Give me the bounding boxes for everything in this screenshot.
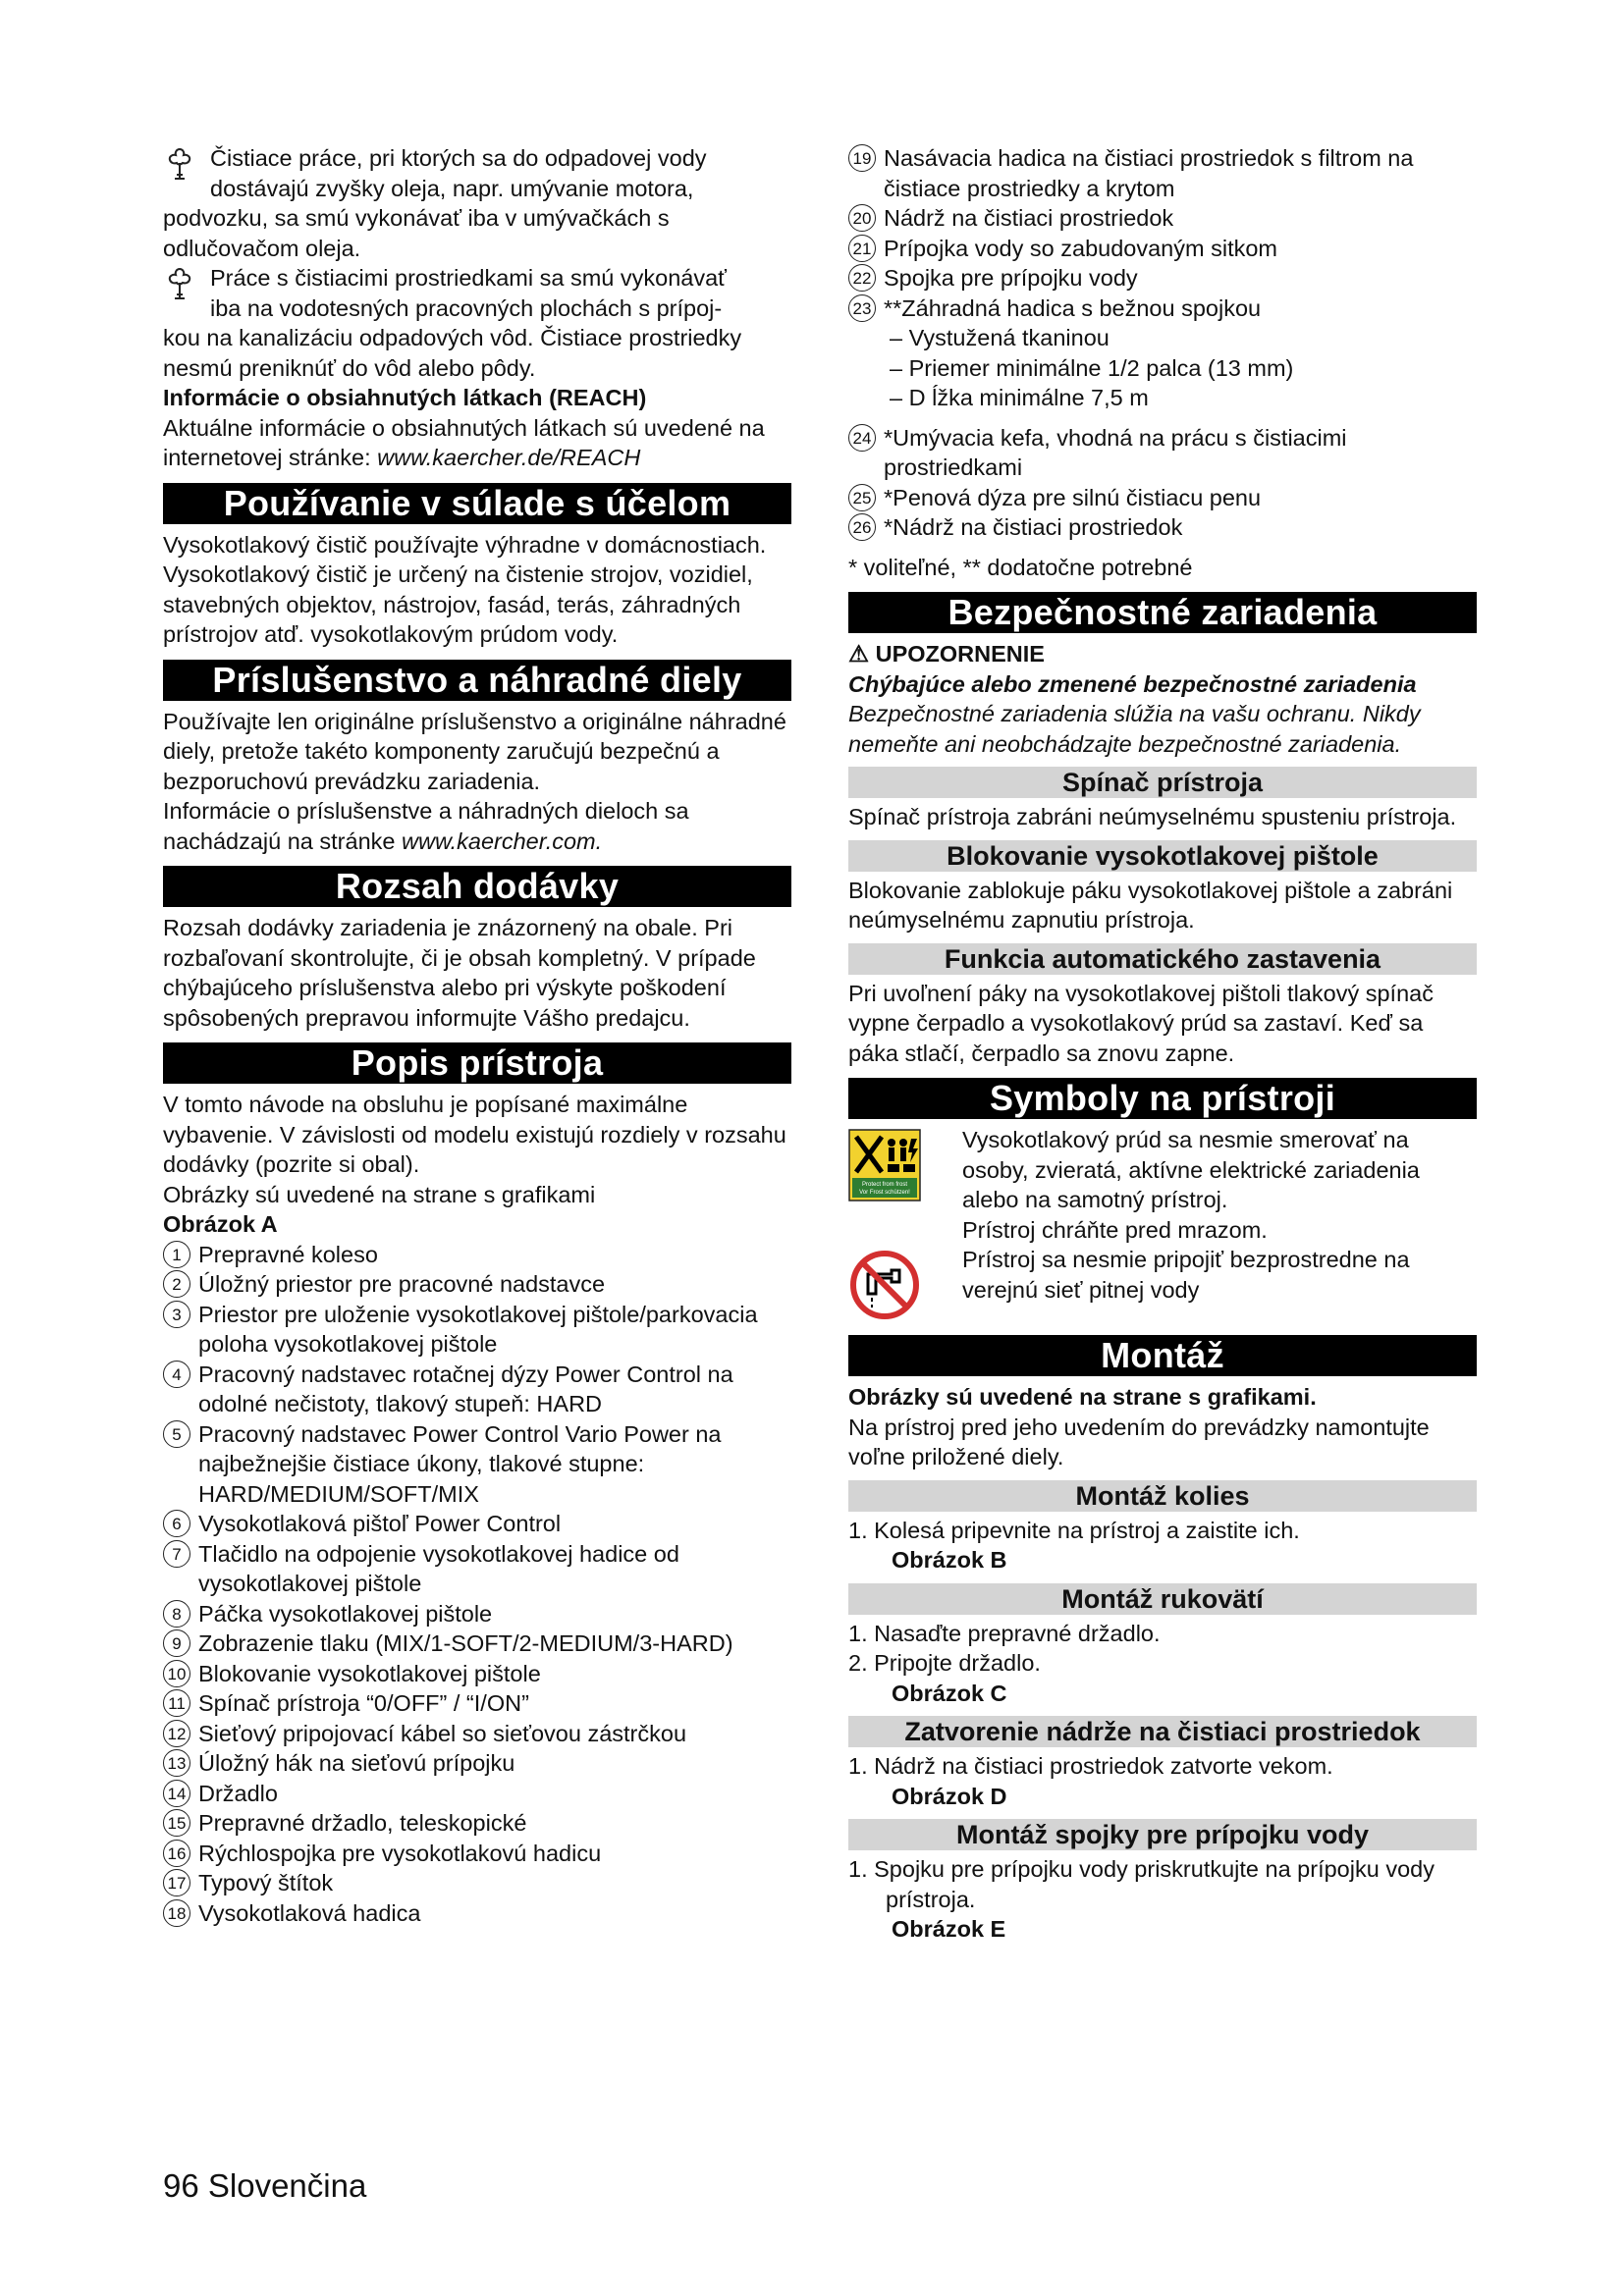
hose-spec-line: – D ĺžka minimálne 7,5 m <box>890 385 1149 410</box>
list-item <box>163 1509 791 1539</box>
list-item <box>848 263 1477 294</box>
lock-text: Blokovanie zablokuje páku vysokotlakovej pištole a zabráni neúmyselnému zapnutiu prístroja. <box>848 877 1453 933</box>
reach-text <box>163 413 791 473</box>
warning-text: Bezpečnostné zariadenia slúžia na vašu ochranu. Nikdy nemeňte ani neobchádzajte bezpečnostné zariadenia. <box>848 701 1421 757</box>
parts-list-left <box>163 1240 791 1929</box>
reach-text-body: Aktuálne informácie o obsiahnutých látkach sú uvedené na internetovej stránke: <box>163 414 765 470</box>
symbol-jet-text: Vysokotlakový prúd sa nesmie smerovať na osoby, zvieratá, aktívne elektrické zariadenia alebo na samotný prístroj. <box>962 1127 1420 1212</box>
item-number-badge: 4 <box>163 1361 190 1388</box>
description-paragraph-2: Obrázky sú uvedené na strane s grafikami <box>163 1181 596 1207</box>
switch-text: Spínač prístroja zabráni neúmyselnému spusteniu prístroja. <box>848 804 1457 829</box>
heading-wheels: Montáž kolies <box>848 1480 1477 1512</box>
item-number-badge: 20 <box>848 204 876 232</box>
eco-note-oil <box>163 143 791 263</box>
list-item <box>163 1659 791 1689</box>
tank-step: 1. Nádrž na čistiaci prostriedok zatvorte vekom. <box>848 1753 1333 1779</box>
item-number-badge: 13 <box>163 1749 190 1777</box>
item-text: Nasávacia hadica na čistiaci prostriedok s filtrom na čistiace prostriedky a krytom <box>884 145 1414 201</box>
heading-auto-stop: Funkcia automatického zastavenia <box>848 943 1477 975</box>
item-number-badge: 25 <box>848 484 876 511</box>
item-number-badge: 17 <box>163 1869 190 1896</box>
symbol-row-water <box>848 1245 1477 1321</box>
item-text: Prepravné držadlo, teleskopické <box>198 1810 527 1836</box>
figure-a-label: Obrázok A <box>163 1211 278 1237</box>
item-text: Úložný priestor pre pracovné nadstavce <box>198 1271 606 1297</box>
item-text: Zobrazenie tlaku (MIX/1-SOFT/2-MEDIUM/3-HARD) <box>198 1630 733 1656</box>
item-text: Nádrž na čistiaci prostriedok <box>884 205 1174 231</box>
footnote: * voliteľné, ** dodatočne potrebné <box>848 554 1193 580</box>
accessories-paragraph-1: Používajte len originálne príslušenstvo a originálne náhradné diely, pretože takéto komponenty zaručujú bezpečnú a bezporuchovú prevádzku zariadenia. <box>163 708 786 794</box>
usage-paragraph-1: Vysokotlakový čistič používajte výhradne v domácnostiach. <box>163 531 767 558</box>
environment-icon <box>163 145 196 185</box>
symbol-row-jet <box>848 1125 1477 1245</box>
item-number-badge: 24 <box>848 424 876 452</box>
item-number-badge: 9 <box>163 1629 190 1657</box>
list-item <box>163 1300 791 1360</box>
description-paragraph-1: V tomto návode na obsluhu je popísané maximálne vybavenie. V závislosti od modelu existujú rozdiely v rozsahu dodávky (pozrite si obal). <box>163 1092 786 1177</box>
item-number-badge: 14 <box>163 1780 190 1807</box>
item-text: Vysokotlaková hadica <box>198 1899 421 1926</box>
heading-gun-lock: Blokovanie vysokotlakovej pištole <box>848 840 1477 872</box>
assembly-text: Na prístroj pred jeho uvedením do prevádzky namontujte voľne priložené diely. <box>848 1414 1430 1469</box>
item-number-badge: 3 <box>163 1301 190 1328</box>
item-text: Vysokotlaková pištoľ Power Control <box>198 1511 562 1536</box>
item-text: Prípojka vody so zabudovaným sitkom <box>884 235 1277 261</box>
item-text: Úložný hák na sieťovú prípojku <box>198 1750 515 1776</box>
coupling-step: 1. Spojku pre prípojku vody priskrutkujte na prípojku vody prístroja. <box>848 1856 1435 1912</box>
item-number-badge: 16 <box>163 1840 190 1867</box>
heading-symbols: Symboly na prístroji <box>848 1078 1477 1119</box>
heading-water-coupling: Montáž spojky pre prípojku vody <box>848 1819 1477 1850</box>
scope-paragraph: Rozsah dodávky zariadenia je znázornený na obale. Pri rozbaľovaní skontrolujte, či je obsah kompletný. V prípade chýbajúceho príslušenstva alebo pri výskyte poškodení spôsobených prepravou informujte Vášho predajcu. <box>163 915 756 1031</box>
wheels-step: 1. Kolesá pripevnite na prístroj a zaistite ich. <box>848 1517 1300 1543</box>
eco-note-oil-rest: podvozku, sa smú vykonávať iba v umývačkách s odlučovačom oleja. <box>163 205 670 261</box>
autostop-text: Pri uvoľnení páky na vysokotlakovej pištoli tlakový spínač vypne čerpadlo a vysokotlakový prúd sa zastaví. Keď sa páka stlačí, čerpadlo sa znovu zapne. <box>848 980 1434 1066</box>
assembly-figures-note: Obrázky sú uvedené na strane s grafikami. <box>848 1384 1317 1410</box>
item-number-badge: 6 <box>163 1510 190 1537</box>
heading-accessories: Príslušenstvo a náhradné diely <box>163 660 791 701</box>
reach-title: Informácie o obsiahnutých látkach (REACH) <box>163 385 647 410</box>
item-text: Pracovný nadstavec Power Control Vario Power na najbežnejšie čistiace úkony, tlakové stupne: HARD/MEDIUM/SOFT/MIX <box>198 1420 722 1507</box>
item-number-badge: 8 <box>163 1600 190 1628</box>
item-number-badge: 12 <box>163 1720 190 1747</box>
item-text: Sieťový pripojovací kábel so sieťovou zástrčkou <box>198 1720 687 1746</box>
list-item <box>848 203 1477 234</box>
warning-label: ⚠ UPOZORNENIE <box>848 641 1045 667</box>
item-text: Držadlo <box>198 1780 278 1806</box>
eco-note-detergent-line2: iba na vodotesných pracovných plochách s prípoj- <box>210 294 723 321</box>
page-footer: 96 Slovenčina <box>163 2167 367 2204</box>
hose-spec-line: – Priemer minimálne 1/2 palca (13 mm) <box>890 354 1294 381</box>
list-item <box>163 1719 791 1749</box>
heading-device-description: Popis prístroja <box>163 1042 791 1084</box>
list-item <box>848 423 1477 483</box>
reach-url: www.kaercher.de/REACH <box>377 445 641 470</box>
item-text: Tlačidlo na odpojenie vysokotlakovej hadice od vysokotlakovej pištole <box>198 1540 679 1596</box>
heading-device-switch: Spínač prístroja <box>848 767 1477 798</box>
figure-e-label: Obrázok E <box>892 1916 1006 1942</box>
item-text: Typový štítok <box>198 1870 334 1896</box>
item-number-badge: 7 <box>163 1540 190 1568</box>
list-item <box>163 1419 791 1510</box>
item-text: Páčka vysokotlakovej pištole <box>198 1600 493 1627</box>
parts-list-right <box>848 143 1477 323</box>
list-item <box>163 1599 791 1629</box>
list-item <box>163 1360 791 1419</box>
item-text: *Nádrž na čistiaci prostriedok <box>884 514 1183 540</box>
list-item <box>163 1779 791 1809</box>
parts-list-right-optional <box>848 423 1477 543</box>
list-item <box>163 1539 791 1599</box>
heading-scope-of-delivery: Rozsah dodávky <box>163 866 791 907</box>
eco-note-detergent <box>163 263 791 383</box>
item-text: Prepravné koleso <box>198 1241 378 1267</box>
symbol-jet-texts <box>962 1125 1477 1245</box>
item-number-badge: 2 <box>163 1270 190 1298</box>
item-number-badge: 1 <box>163 1241 190 1268</box>
accessories-paragraph-2 <box>163 796 791 856</box>
hose-specs <box>848 323 1477 413</box>
item-text: *Umývacia kefa, vhodná na prácu s čistiacimi prostriedkami <box>884 424 1347 480</box>
eco-note-detergent-line1: Práce s čistiacimi prostriedkami sa smú vykonávať <box>210 265 727 291</box>
list-item <box>163 1808 791 1839</box>
environment-icon <box>163 265 196 304</box>
item-number-badge: 21 <box>848 235 876 262</box>
list-item <box>163 1898 791 1929</box>
list-item <box>163 1269 791 1300</box>
heading-safety-devices: Bezpečnostné zariadenia <box>848 592 1477 633</box>
figure-c-label: Obrázok C <box>892 1680 1007 1706</box>
list-item <box>848 143 1477 203</box>
figure-b-label: Obrázok B <box>892 1547 1007 1573</box>
item-text: Rýchlospojka pre vysokotlakovú hadicu <box>198 1840 602 1866</box>
item-number-badge: 26 <box>848 513 876 541</box>
figure-d-label: Obrázok D <box>892 1783 1007 1809</box>
hose-spec-line: – Vystužená tkaninou <box>890 325 1110 350</box>
item-text: Spojka pre prípojku vody <box>884 265 1138 291</box>
list-item <box>163 1688 791 1719</box>
eco-note-oil-line1: Čistiace práce, pri ktorých sa do odpadovej vody <box>210 145 707 171</box>
right-column <box>848 143 1477 1945</box>
list-item <box>163 1839 791 1869</box>
symbol-water-text: Prístroj sa nesmie pripojiť bezprostredne na verejnú sieť pitnej vody <box>962 1247 1410 1303</box>
item-number-badge: 5 <box>163 1420 190 1448</box>
item-number-badge: 15 <box>163 1809 190 1837</box>
frost-label-de: Vor Frost schützen! <box>859 1190 910 1196</box>
frost-label-en: Protect from frost <box>861 1182 908 1188</box>
item-text: Spínač prístroja “0/OFF” / “I/ON” <box>198 1690 529 1716</box>
item-number-badge: 23 <box>848 294 876 322</box>
list-item <box>848 512 1477 543</box>
item-number-badge: 19 <box>848 144 876 172</box>
handles-step-1: 1. Nasaďte prepravné držadlo. <box>848 1620 1161 1646</box>
left-column <box>163 143 791 1928</box>
item-text: Blokovanie vysokotlakovej pištole <box>198 1660 541 1686</box>
accessories-text: Informácie o príslušenstve a náhradných dieloch sa nachádzajú na stránke <box>163 798 689 854</box>
item-number-badge: 10 <box>163 1660 190 1687</box>
no-spray-frost-warning-icon <box>848 1129 921 1201</box>
item-number-badge: 22 <box>848 264 876 292</box>
item-text: *Penová dýza pre silnú čistiacu penu <box>884 484 1262 510</box>
list-item <box>848 234 1477 264</box>
heading-handles: Montáž rukovätí <box>848 1583 1477 1615</box>
symbol-frost-text: Prístroj chráňte pred mrazom. <box>962 1216 1268 1243</box>
list-item <box>163 1629 791 1659</box>
item-number-badge: 11 <box>163 1689 190 1717</box>
list-item <box>848 294 1477 324</box>
usage-paragraph-2: Vysokotlakový čistič je určený na čistenie strojov, vozidiel, stavebných objektov, nástrojov, fasád, terás, záhradných prístrojov atď. vysokotlakovým prúdom vody. <box>163 561 753 647</box>
heading-tank-closure: Zatvorenie nádrže na čistiaci prostriedok <box>848 1716 1477 1747</box>
item-text: Priestor pre uloženie vysokotlakovej pištole/parkovacia poloha vysokotlakovej pištole <box>198 1301 758 1357</box>
accessories-url: www.kaercher.com. <box>402 828 603 854</box>
heading-assembly: Montáž <box>848 1335 1477 1376</box>
list-item <box>163 1868 791 1898</box>
list-item <box>163 1240 791 1270</box>
item-text: **Záhradná hadica s bežnou spojkou <box>884 294 1262 321</box>
item-number-badge: 18 <box>163 1899 190 1927</box>
list-item <box>848 483 1477 513</box>
no-drinking-water-connection-icon <box>848 1249 921 1321</box>
heading-intended-use: Používanie v súlade s účelom <box>163 483 791 524</box>
handles-step-2: 2. Pripojte držadlo. <box>848 1650 1041 1676</box>
list-item <box>163 1748 791 1779</box>
item-text: Pracovný nadstavec rotačnej dýzy Power Control na odolné nečistoty, tlakový stupeň: HARD <box>198 1361 733 1416</box>
eco-note-detergent-rest: kou na kanalizáciu odpadových vôd. Čistiace prostriedky nesmú preniknúť do vôd alebo pôdy. <box>163 325 742 381</box>
warning-title: Chýbajúce alebo zmenené bezpečnostné zariadenia <box>848 670 1417 697</box>
eco-note-oil-line2: dostávajú zvyšky oleja, napr. umývanie motora, <box>210 175 694 201</box>
